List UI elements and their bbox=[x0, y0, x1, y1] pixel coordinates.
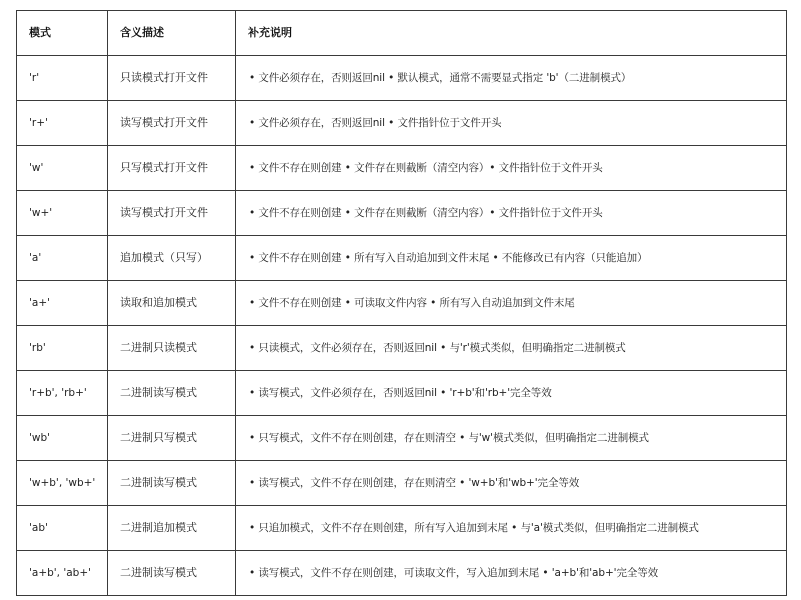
notes-cell: • 文件必须存在，否则返回nil • 文件指针位于文件开头 bbox=[236, 101, 787, 146]
mode-cell: 'w+b', 'wb+' bbox=[17, 461, 108, 506]
table-row bbox=[17, 506, 787, 551]
table-row bbox=[17, 146, 787, 191]
table-row bbox=[17, 191, 787, 236]
notes-cell: • 文件不存在则创建 • 所有写入自动追加到文件末尾 • 不能修改已有内容（只能追加） bbox=[236, 236, 787, 281]
table-row bbox=[17, 551, 787, 596]
meaning-cell: 追加模式（只写） bbox=[108, 236, 236, 281]
notes-cell: • 文件必须存在，否则返回nil • 默认模式，通常不需要显式指定 'b'（二进制模式） bbox=[236, 56, 787, 101]
table-row bbox=[17, 56, 787, 101]
meaning-cell: 二进制读写模式 bbox=[108, 551, 236, 596]
notes-cell: • 文件不存在则创建 • 可读取文件内容 • 所有写入自动追加到文件末尾 bbox=[236, 281, 787, 326]
table-header-row bbox=[17, 11, 787, 56]
table-row bbox=[17, 416, 787, 461]
mode-cell: 'ab' bbox=[17, 506, 108, 551]
notes-cell: • 读写模式，文件不存在则创建，存在则清空 • 'w+b'和'wb+'完全等效 bbox=[236, 461, 787, 506]
notes-cell: • 读写模式，文件必须存在，否则返回nil • 'r+b'和'rb+'完全等效 bbox=[236, 371, 787, 416]
notes-cell: • 只写模式，文件不存在则创建，存在则清空 • 与'w'模式类似，但明确指定二进制模式 bbox=[236, 416, 787, 461]
mode-cell: 'r' bbox=[17, 56, 108, 101]
meaning-cell: 二进制读写模式 bbox=[108, 371, 236, 416]
notes-cell: • 只读模式，文件必须存在，否则返回nil • 与'r'模式类似，但明确指定二进制模式 bbox=[236, 326, 787, 371]
meaning-cell: 读写模式打开文件 bbox=[108, 101, 236, 146]
table-row bbox=[17, 236, 787, 281]
mode-cell: 'a' bbox=[17, 236, 108, 281]
notes-cell: • 文件不存在则创建 • 文件存在则截断（清空内容）• 文件指针位于文件开头 bbox=[236, 191, 787, 236]
meaning-cell: 二进制读写模式 bbox=[108, 461, 236, 506]
table-row bbox=[17, 326, 787, 371]
mode-cell: 'w+' bbox=[17, 191, 108, 236]
mode-cell: 'r+b', 'rb+' bbox=[17, 371, 108, 416]
file-mode-table bbox=[16, 10, 787, 596]
notes-cell: • 读写模式，文件不存在则创建，可读取文件，写入追加到末尾 • 'a+b'和'ab+'完全等效 bbox=[236, 551, 787, 596]
table-row bbox=[17, 371, 787, 416]
table-row bbox=[17, 461, 787, 506]
table-row bbox=[17, 281, 787, 326]
meaning-cell: 只写模式打开文件 bbox=[108, 146, 236, 191]
meaning-cell: 二进制只读模式 bbox=[108, 326, 236, 371]
notes-cell: • 文件不存在则创建 • 文件存在则截断（清空内容）• 文件指针位于文件开头 bbox=[236, 146, 787, 191]
mode-cell: 'rb' bbox=[17, 326, 108, 371]
meaning-cell: 二进制只写模式 bbox=[108, 416, 236, 461]
mode-cell: 'w' bbox=[17, 146, 108, 191]
mode-cell: 'r+' bbox=[17, 101, 108, 146]
meaning-cell: 读写模式打开文件 bbox=[108, 191, 236, 236]
mode-cell: 'a+b', 'ab+' bbox=[17, 551, 108, 596]
mode-cell: 'wb' bbox=[17, 416, 108, 461]
header-meaning: 含义描述 bbox=[108, 11, 236, 56]
header-notes: 补充说明 bbox=[236, 11, 787, 56]
header-mode: 模式 bbox=[17, 11, 108, 56]
mode-cell: 'a+' bbox=[17, 281, 108, 326]
meaning-cell: 二进制追加模式 bbox=[108, 506, 236, 551]
meaning-cell: 读取和追加模式 bbox=[108, 281, 236, 326]
meaning-cell: 只读模式打开文件 bbox=[108, 56, 236, 101]
table-row bbox=[17, 101, 787, 146]
notes-cell: • 只追加模式，文件不存在则创建，所有写入追加到末尾 • 与'a'模式类似，但明确指定二进制模式 bbox=[236, 506, 787, 551]
